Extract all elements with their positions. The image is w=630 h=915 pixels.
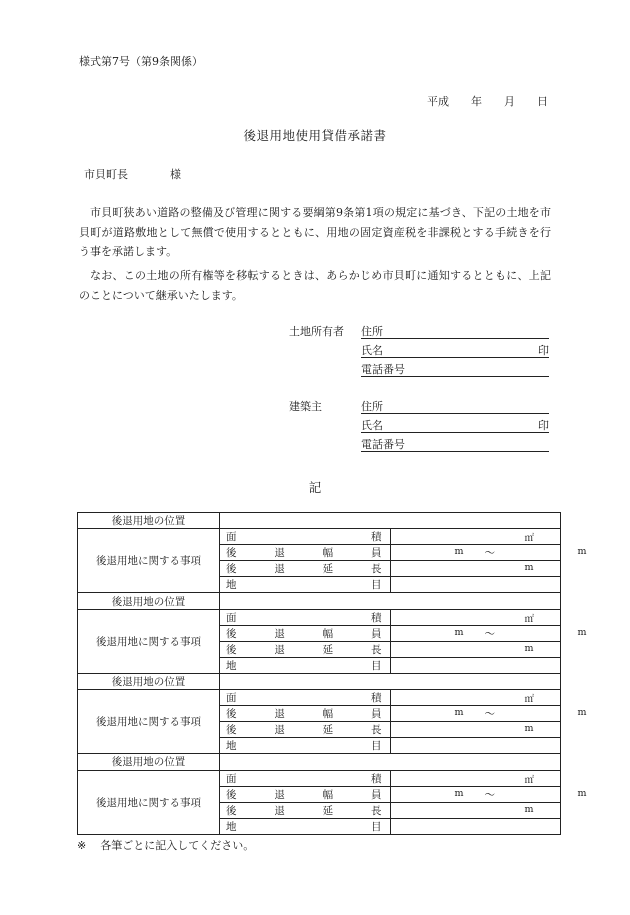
date-month: 月 — [504, 95, 515, 108]
document-title: 後退用地使用貸借承諾書 — [243, 128, 387, 143]
matter-item-label — [220, 561, 391, 577]
label-char: 長 — [370, 724, 382, 737]
matter-value-cell[interactable] — [390, 770, 561, 786]
label-char: 後 — [226, 804, 237, 817]
label-char: 延 — [322, 724, 334, 737]
unit-label: m — [524, 803, 534, 815]
unit-label: m — [577, 787, 587, 799]
matter-item-label — [220, 577, 391, 593]
matters-label: 後退用地に関する事項 — [78, 529, 220, 593]
label-char: 退 — [274, 724, 285, 737]
matter-value-cell[interactable] — [390, 641, 561, 657]
label-char: 地 — [226, 820, 237, 833]
label-char: 長 — [370, 804, 382, 817]
owner-role-label: 土地所有者 — [289, 325, 344, 338]
label-char: 幅 — [322, 788, 334, 801]
label-char: 退 — [274, 804, 285, 817]
owner-name-label: 氏名 — [361, 344, 383, 357]
matter-value-cell[interactable] — [390, 561, 561, 577]
location-row — [78, 754, 561, 770]
location-row — [78, 593, 561, 609]
matter-item-label — [220, 738, 391, 754]
label-char: 後 — [226, 788, 237, 801]
label-char: 地 — [226, 579, 237, 592]
matter-item-label — [220, 657, 391, 673]
label-char: 幅 — [322, 708, 334, 721]
ki-heading: 記 — [308, 480, 322, 495]
date-era: 平成 — [427, 95, 449, 108]
addressee-name: 市貝町長 — [84, 168, 128, 181]
unit-label: ㎡ — [524, 694, 535, 706]
matter-value-cell[interactable] — [390, 738, 561, 754]
builder-phone-label: 電話番号 — [361, 438, 405, 451]
label-char: 積 — [371, 611, 382, 624]
label-char: 退 — [274, 788, 285, 801]
matter-value-cell[interactable] — [390, 786, 587, 802]
location-label: 後退用地の位置 — [78, 513, 220, 529]
location-value-cell[interactable] — [220, 673, 561, 689]
label-char: 後 — [226, 643, 237, 656]
label-char: 面 — [226, 611, 237, 624]
label-char: 面 — [226, 692, 237, 705]
note-mark: ※ — [77, 839, 87, 852]
owner-name-field[interactable] — [361, 342, 549, 358]
label-char: 積 — [371, 692, 382, 705]
label-char: 員 — [370, 547, 382, 560]
builder-phone-field[interactable] — [361, 436, 549, 452]
matter-row — [78, 529, 561, 545]
label-char: 退 — [274, 627, 285, 640]
label-char: 退 — [274, 547, 285, 560]
label-char: 幅 — [322, 627, 334, 640]
label-char: 延 — [322, 563, 334, 576]
matter-item-label — [220, 641, 391, 657]
label-char: 地 — [226, 659, 237, 672]
note-text: 各筆ごとに記入してください。 — [100, 839, 255, 852]
matters-label: 後退用地に関する事項 — [78, 609, 220, 673]
label-char: 退 — [274, 563, 285, 576]
matter-item-label — [220, 545, 391, 561]
builder-address-label: 住所 — [361, 400, 383, 413]
range-tilde: ～ — [484, 627, 495, 640]
consent-paragraph: 市貝町狭あい道路の整備及び管理に関する要綱第9条第1項の規定に基づき、下記の土地を市貝町が道路敷地として無償で使用するとともに、用地の固定資産税を非課税とする手続きを行う事を承諾します。 — [79, 206, 551, 258]
builder-seal-mark: 印 — [538, 419, 549, 432]
footnote — [77, 837, 254, 853]
label-char: 積 — [371, 531, 382, 544]
builder-role-label: 建築主 — [289, 400, 322, 413]
owner-address-field[interactable] — [361, 323, 549, 339]
matter-row — [78, 690, 561, 706]
label-char: 後 — [226, 627, 237, 640]
matters-label: 後退用地に関する事項 — [78, 690, 220, 754]
unit-label: ㎡ — [524, 613, 535, 625]
unit-label: m — [577, 626, 587, 638]
label-char: 面 — [226, 531, 237, 544]
label-char: 後 — [226, 563, 237, 576]
range-tilde: ～ — [484, 547, 495, 560]
owner-phone-field[interactable] — [361, 361, 549, 377]
unit-label: ㎡ — [524, 533, 535, 545]
addressee-honorific: 様 — [170, 168, 181, 181]
label-char: 目 — [371, 659, 382, 672]
transfer-paragraph: なお、この土地の所有権等を移転するときは、あらかじめ市貝町に通知するとともに、上記のことについて継承いたします。 — [79, 269, 551, 302]
label-char: 延 — [322, 804, 334, 817]
label-char: 長 — [370, 643, 382, 656]
label-char: 積 — [371, 772, 382, 785]
location-label: 後退用地の位置 — [78, 593, 220, 609]
matter-item-label — [220, 529, 391, 545]
range-tilde: ～ — [484, 708, 495, 721]
matter-value-cell[interactable] — [390, 706, 587, 722]
matter-value-cell[interactable] — [390, 690, 561, 706]
label-char: 退 — [274, 708, 285, 721]
matter-value-cell[interactable] — [390, 722, 561, 738]
label-char: 退 — [274, 643, 285, 656]
owner-seal-mark: 印 — [538, 344, 549, 357]
matter-item-label — [220, 625, 391, 641]
unit-label: ㎡ — [524, 774, 535, 786]
unit-label: m — [524, 642, 534, 654]
label-char: 目 — [371, 740, 382, 753]
date-line — [0, 93, 548, 109]
unit-label: m — [577, 546, 587, 558]
matter-item-label — [220, 609, 391, 625]
label-char: 員 — [370, 627, 382, 640]
form-number: 様式第7号（第9条関係） — [79, 55, 203, 68]
matter-value-cell[interactable] — [390, 802, 561, 818]
builder-name-field[interactable] — [361, 417, 549, 433]
label-char: 長 — [370, 563, 382, 576]
matter-item-label — [220, 690, 391, 706]
builder-address-field[interactable] — [361, 398, 549, 414]
label-char: 目 — [371, 579, 382, 592]
matter-row — [78, 770, 561, 786]
location-value-cell[interactable] — [220, 593, 561, 609]
matter-item-label — [220, 786, 391, 802]
matter-value-cell[interactable] — [390, 577, 561, 593]
unit-label: m — [524, 562, 534, 574]
range-tilde: ～ — [484, 788, 495, 801]
matter-row — [78, 609, 561, 625]
location-value-cell[interactable] — [220, 754, 561, 770]
matters-label: 後退用地に関する事項 — [78, 770, 220, 834]
unit-label: m — [454, 707, 464, 719]
location-row — [78, 513, 561, 529]
matter-item-label — [220, 722, 391, 738]
date-year: 年 — [471, 95, 482, 108]
label-char: 延 — [322, 643, 334, 656]
label-char: 員 — [370, 708, 382, 721]
unit-label: m — [454, 546, 464, 558]
label-char: 地 — [226, 740, 237, 753]
location-label: 後退用地の位置 — [78, 673, 220, 689]
location-row — [78, 673, 561, 689]
owner-phone-label: 電話番号 — [361, 363, 405, 376]
date-day: 日 — [537, 95, 548, 108]
matter-value-cell[interactable] — [390, 609, 561, 625]
owner-address-label: 住所 — [361, 325, 383, 338]
unit-label: m — [454, 787, 464, 799]
location-value-cell[interactable] — [220, 513, 561, 529]
matter-item-label — [220, 802, 391, 818]
label-char: 面 — [226, 772, 237, 785]
location-label: 後退用地の位置 — [78, 754, 220, 770]
label-char: 後 — [226, 708, 237, 721]
builder-name-label: 氏名 — [361, 419, 383, 432]
matter-item-label — [220, 818, 391, 834]
setback-land-table — [77, 512, 587, 835]
label-char: 目 — [371, 820, 382, 833]
label-char: 員 — [370, 788, 382, 801]
matter-item-label — [220, 770, 391, 786]
matter-value-cell[interactable] — [390, 625, 587, 641]
unit-label: m — [577, 707, 587, 719]
matter-value-cell[interactable] — [390, 529, 561, 545]
matter-value-cell[interactable] — [390, 657, 561, 673]
label-char: 後 — [226, 547, 237, 560]
label-char: 幅 — [322, 547, 334, 560]
label-char: 後 — [226, 724, 237, 737]
unit-label: m — [454, 626, 464, 638]
addressee — [84, 166, 181, 182]
unit-label: m — [524, 723, 534, 735]
matter-item-label — [220, 706, 391, 722]
matter-value-cell[interactable] — [390, 545, 587, 561]
matter-value-cell[interactable] — [390, 818, 561, 834]
